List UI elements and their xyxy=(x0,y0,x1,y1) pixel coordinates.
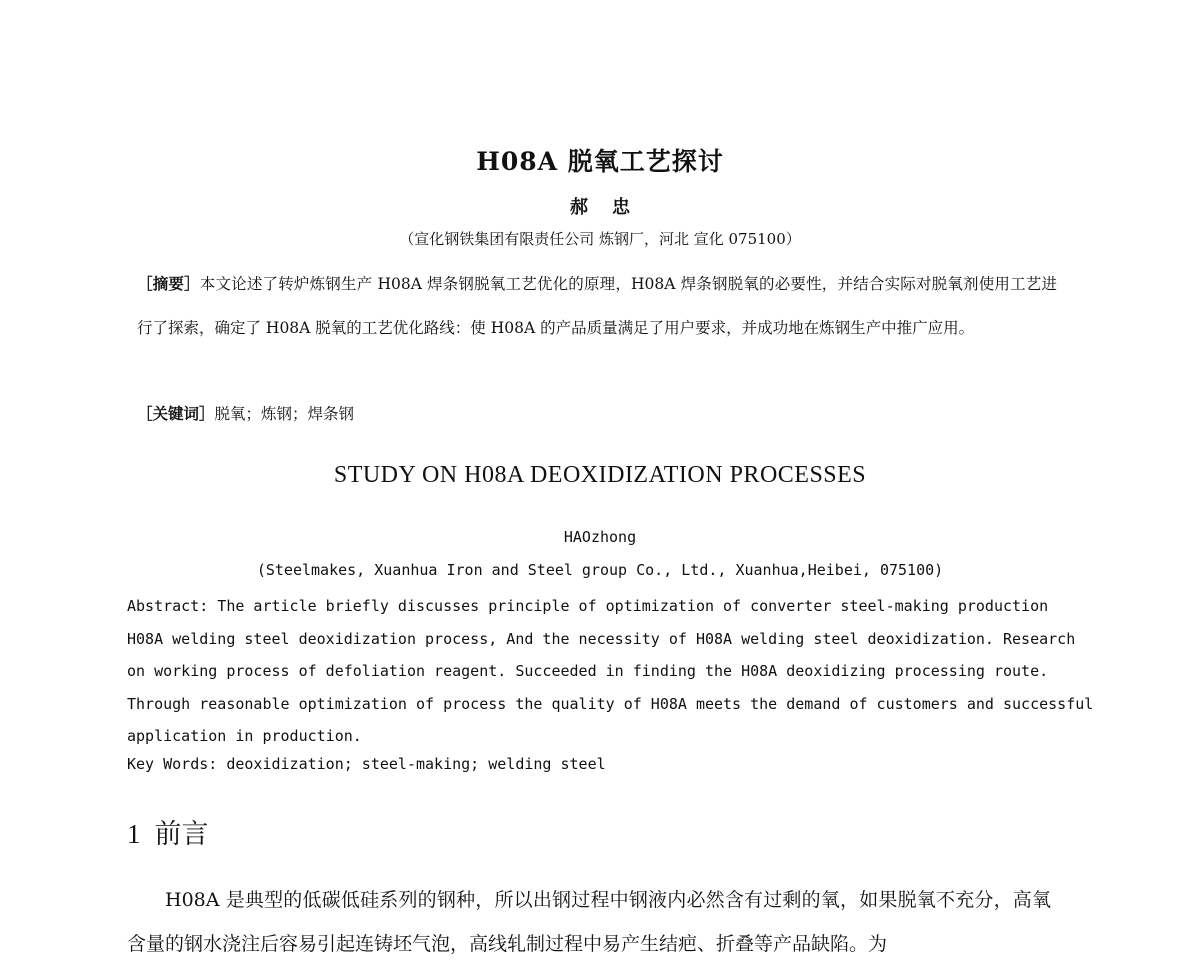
abstract-cn-text: 本文论述了转炉炼钢生产 H08A 焊条钢脱氧工艺优化的原理，H08A 焊条钢脱氧的必要性，并结合实际对脱氧剂使用工艺进行了探索，确定了 H08A 脱氧的工艺优化路线：使 H08A 的产品质量满足了用户要求，并成功地在炼钢生产中推广应用。 xyxy=(137,275,1057,337)
keywords-cn xyxy=(137,402,354,424)
abstract-en-line: Abstract: The article briefly discusses principle of optimization of converter steel-making production xyxy=(127,597,1049,615)
section-number: 1 xyxy=(127,819,141,849)
abstract-en-line: application in production. xyxy=(127,727,362,745)
affiliation-en: (Steelmakes, Xuanhua Iron and Steel group Co., Ltd., Xuanhua,Heibei, 075100) xyxy=(256,561,944,579)
affiliation-cn: （宣化钢铁集团有限责任公司 炼钢厂，河北 宣化 075100） xyxy=(399,230,801,248)
section-title: 前言 xyxy=(154,819,209,849)
keywords-en: Key Words: deoxidization; steel-making; welding steel xyxy=(127,755,606,773)
section-paragraph: H08A 是典型的低碳低硅系列的钢种，所以出钢过程中钢液内必然含有过剩的氧，如果脱氧不充分，高氧含量的钢水浇注后容易引起连铸坯气泡，高线轧制过程中易产生结疤、折叠等产品缺陷。为 xyxy=(127,889,1051,955)
section-heading xyxy=(127,812,209,851)
keywords-cn-text: 脱氧；炼钢；焊条钢 xyxy=(214,405,355,423)
keywords-cn-label: ［关键词］ xyxy=(137,404,215,423)
paper-title-cn: H08A 脱氧工艺探讨 xyxy=(476,147,724,176)
abstract-en-line: on working process of defoliation reagent. Succeeded in finding the H08A deoxidizing processing route. xyxy=(127,662,1049,680)
author-name-en: HAOzhong xyxy=(563,528,637,546)
paper-title-en: STUDY ON H08A DEOXIDIZATION PROCESSES xyxy=(333,462,867,488)
abstract-en-line: H08A welding steel deoxidization process, And the necessity of H08A welding steel deoxidization. Research xyxy=(127,629,1076,648)
abstract-cn-label: ［摘要］ xyxy=(137,274,200,293)
abstract-cn xyxy=(137,262,1057,350)
author-name-cn: 郝忠 xyxy=(570,197,654,218)
abstract-en xyxy=(127,590,1094,753)
abstract-en-line: Through reasonable optimization of process the quality of H08A meets the demand of customers and successful xyxy=(127,694,1094,713)
